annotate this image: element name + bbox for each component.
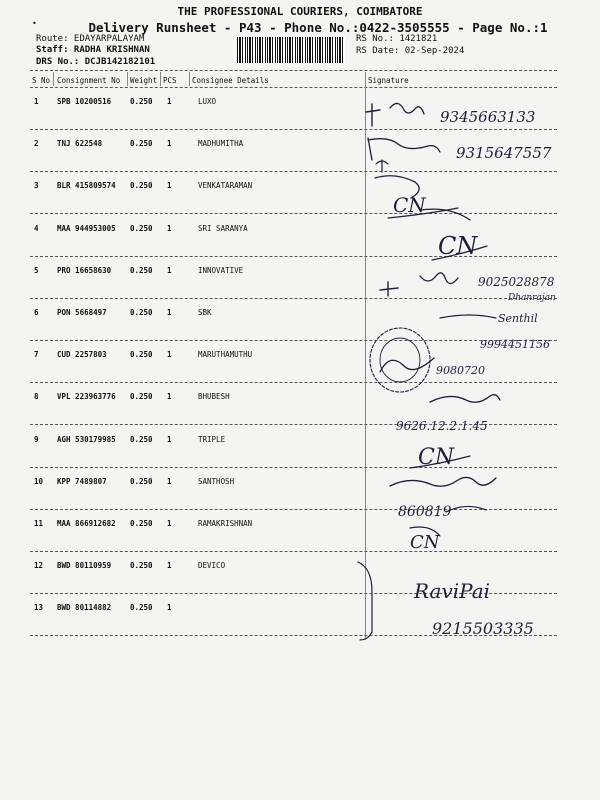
row-consignment-no: MAA 866912682 xyxy=(57,519,116,528)
row-pcs: 1 xyxy=(167,350,172,360)
row-consignee: INNOVATIVE xyxy=(198,265,244,275)
hw-row4-cn: CN xyxy=(438,232,478,260)
row-pcs: 1 xyxy=(167,476,172,486)
row-weight: 0.250 xyxy=(130,476,153,486)
col-header-weight: Weight xyxy=(130,76,158,85)
row-pcs: 1 xyxy=(167,308,172,317)
row-consignment-no: MAA 944953005 xyxy=(57,223,116,233)
row-consignment-no: VPL 223963776 xyxy=(57,392,116,402)
hw-row12-phone: 9215503335 xyxy=(432,619,534,638)
row-weight: 0.250 xyxy=(130,139,153,149)
row-sno: 11 xyxy=(34,519,44,528)
row-consignee: RAMAKRISHNAN xyxy=(198,519,253,528)
row-sno: 3 xyxy=(34,181,39,191)
row-consignment-no: CUD 2257803 xyxy=(57,350,107,360)
row-weight: 0.250 xyxy=(130,265,153,275)
row-sno: 13 xyxy=(34,603,44,613)
row-weight: 0.250 xyxy=(130,519,153,528)
ink-stroke xyxy=(380,358,434,372)
row-pcs: 1 xyxy=(167,223,172,233)
row-consignment-no: BWD 80110959 xyxy=(57,561,112,571)
hw-row12-name: RaviPai xyxy=(414,579,491,603)
hw-row10-phone: 860819 xyxy=(398,504,452,520)
row-sno: 2 xyxy=(34,139,39,149)
hw-row5-phone: 9025028878 xyxy=(478,275,555,289)
row-sno: 10 xyxy=(34,476,44,486)
rs-date: RS Date: 02-Sep-2024 xyxy=(356,46,465,56)
row-sno: 1 xyxy=(34,97,39,106)
col-header-consignee: Consignee Details xyxy=(192,76,269,85)
hw-row5-name: Dhanrajan xyxy=(508,293,556,303)
hw-row3-cn: CN xyxy=(393,193,426,217)
row-weight: 0.250 xyxy=(130,181,153,191)
rs-number: RS No.: 1421821 xyxy=(356,34,438,44)
row-consignee: VENKATARAMAN xyxy=(198,181,253,191)
ink-stroke xyxy=(376,160,388,172)
row-weight: 0.250 xyxy=(130,97,153,106)
ink-stroke xyxy=(390,477,496,486)
company-title: THE PROFESSIONAL COURIERS, COIMBATORE xyxy=(177,5,423,18)
drs-number: DRS No.: DCJB142182101 xyxy=(36,57,156,67)
hw-row1-phone: 9345663133 xyxy=(440,108,536,126)
row-pcs: 1 xyxy=(167,265,172,275)
ink-stroke xyxy=(440,315,496,318)
row-consignment-no: BLR 415809574 xyxy=(57,181,116,191)
row-sno: 4 xyxy=(34,223,39,233)
ink-stroke xyxy=(380,282,398,296)
row-pcs: 1 xyxy=(167,561,172,571)
row-consignment-no: AGH 530179985 xyxy=(57,434,116,444)
ink-stroke xyxy=(446,506,486,512)
row-weight: 0.250 xyxy=(130,561,153,571)
row-consignment-no: PON 5668497 xyxy=(57,308,107,317)
row-consignee: MARUTHAMUTHU xyxy=(198,350,253,360)
row-pcs: 1 xyxy=(167,434,172,444)
ink-bracket xyxy=(358,562,372,640)
runsheet-title: Delivery Runsheet - P43 - Phone No.:0422-3505555 - Page No.:1 xyxy=(88,20,548,35)
row-pcs: 1 xyxy=(167,139,172,149)
hw-row6-name: Senthil xyxy=(498,312,538,325)
row-weight: 0.250 xyxy=(130,350,153,360)
row-sno: 9 xyxy=(34,434,39,444)
row-pcs: 1 xyxy=(167,603,172,613)
row-consignee: SBK xyxy=(198,308,212,317)
row-consignment-no: SPB 10200516 xyxy=(57,97,112,106)
row-sno: 12 xyxy=(34,561,44,571)
row-consignee: SRI SARANYA xyxy=(198,223,248,233)
row-pcs: 1 xyxy=(167,519,172,528)
row-consignment-no: PRO 16658630 xyxy=(57,265,112,275)
row-pcs: 1 xyxy=(167,392,172,402)
row-consignee: DEVICO xyxy=(198,561,226,571)
row-consignee: BHUBESH xyxy=(198,392,230,402)
row-weight: 0.250 xyxy=(130,392,153,402)
row-consignment-no: TNJ 622548 xyxy=(57,139,103,149)
row-consignee: MADHUMITHA xyxy=(198,139,244,149)
route-text: Route: EDAYARPALAYAM xyxy=(36,34,145,44)
ink-stroke xyxy=(368,138,440,160)
staff-text: Staff: RADHA KRISHNAN xyxy=(36,45,150,55)
hw-row2-phone: 9315647557 xyxy=(456,144,552,162)
corner-mark: • xyxy=(32,19,37,28)
stamp-inner-circle xyxy=(380,338,420,382)
ink-stroke xyxy=(430,395,500,403)
hw-row7-phone: 9994451156 xyxy=(480,338,550,351)
hw-row11-cn: CN xyxy=(410,532,440,553)
row-sno: 6 xyxy=(34,308,39,317)
row-sno: 8 xyxy=(34,392,39,402)
ink-stroke xyxy=(420,273,458,284)
row-sno: 7 xyxy=(34,350,39,360)
row-pcs: 1 xyxy=(167,181,172,191)
col-header-signature: Signature xyxy=(368,76,409,85)
row-weight: 0.250 xyxy=(130,434,153,444)
hw-row9-cn: CN xyxy=(418,445,455,470)
col-header-pcs: PCS xyxy=(163,76,177,85)
row-consignee: TRIPLE xyxy=(198,434,226,444)
row-consignee: LUXO xyxy=(198,97,217,106)
row-consignment-no: BWD 80114882 xyxy=(57,603,112,613)
ink-stroke xyxy=(366,104,380,126)
col-header-sno: S No xyxy=(32,76,51,85)
row-weight: 0.250 xyxy=(130,603,153,613)
row-consignee: SANTHOSH xyxy=(198,476,235,486)
ink-stroke xyxy=(390,103,424,114)
row-pcs: 1 xyxy=(167,97,172,106)
col-header-consignment: Consignment No xyxy=(57,76,121,85)
hw-row7-phone2: 9080720 xyxy=(436,364,485,377)
row-weight: 0.250 xyxy=(130,223,153,233)
hw-row8-number: 9626.12.2.1.45 xyxy=(396,419,488,433)
row-consignment-no: KPP 7489807 xyxy=(57,476,107,486)
row-weight: 0.250 xyxy=(130,308,153,317)
row-sno: 5 xyxy=(34,265,39,275)
